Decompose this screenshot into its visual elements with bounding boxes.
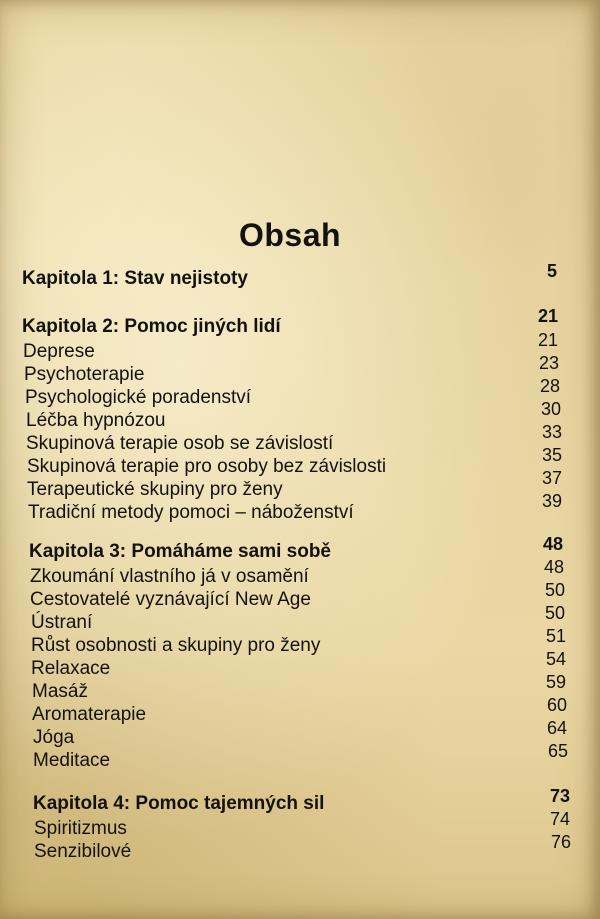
toc-page-number: 35 (541, 445, 562, 465)
toc-page-number: 37 (541, 468, 562, 488)
toc-entry-title: Senzibilové (34, 841, 132, 862)
toc-page-number: 54 (545, 649, 566, 669)
toc-page-number: 76 (550, 832, 571, 852)
toc-entry-title: Relaxace (31, 658, 111, 679)
toc-entry-title: Cestovatelé vyznávající New Age (30, 589, 311, 610)
toc-page-number: 50 (544, 603, 565, 623)
page-title: Obsah (238, 217, 342, 254)
toc-entry-title: Tradiční metody pomoci – náboženství (28, 502, 354, 523)
toc-page-number: 74 (549, 809, 570, 829)
toc-entry-title: Léčba hypnózou (26, 410, 166, 431)
toc-chapter-title: Kapitola 1: Stav nejistoty (22, 268, 248, 289)
toc-entry-title: Terapeutické skupiny pro ženy (27, 479, 283, 500)
toc-page-number: 33 (541, 422, 562, 442)
toc-page-number: 39 (541, 491, 562, 511)
toc-page-number: 73 (549, 786, 570, 806)
toc-page-number: 59 (545, 672, 566, 692)
toc-page-number: 28 (539, 376, 560, 396)
toc-entry-title: Skupinová terapie pro osoby bez závislosti (27, 456, 387, 477)
toc-page-number: 50 (544, 580, 565, 600)
toc-entry-title: Aromaterapie (32, 704, 147, 725)
toc-page-number: 5 (546, 261, 557, 281)
toc-entry-title: Psychoterapie (24, 364, 145, 385)
toc-entry-title: Psychologické poradenství (25, 387, 252, 408)
toc-entry-title: Zkoumání vlastního já v osamění (30, 566, 309, 587)
toc-page-number: 21 (537, 330, 558, 350)
toc-page-number: 60 (546, 695, 567, 715)
toc-page-number: 30 (540, 399, 561, 419)
toc-page-number: 48 (542, 534, 563, 554)
toc-entry-title: Jóga (33, 727, 75, 748)
toc-page-number: 23 (538, 353, 559, 373)
toc-entry-title: Meditace (33, 750, 111, 771)
toc-entry-title: Růst osobnosti a skupiny pro ženy (31, 635, 321, 656)
toc-page-number: 64 (546, 718, 567, 738)
toc-page-number: 48 (543, 557, 564, 577)
toc-entry-title: Spiritizmus (34, 818, 127, 839)
toc-chapter-title: Kapitola 4: Pomoc tajemných sil (33, 793, 325, 814)
toc-page-number: 21 (537, 306, 558, 326)
toc-page-number: 51 (545, 626, 566, 646)
toc-entry-title: Skupinová terapie osob se závislostí (26, 433, 334, 454)
toc-entry-title: Masáž (32, 681, 88, 702)
toc-entry-title: Ústraní (31, 612, 93, 633)
toc-chapter-title: Kapitola 2: Pomoc jiných lidí (22, 316, 281, 337)
toc-page-number: 65 (547, 741, 568, 761)
toc-chapter-title: Kapitola 3: Pomáháme sami sobě (29, 541, 331, 562)
toc-entry-title: Deprese (23, 341, 95, 362)
